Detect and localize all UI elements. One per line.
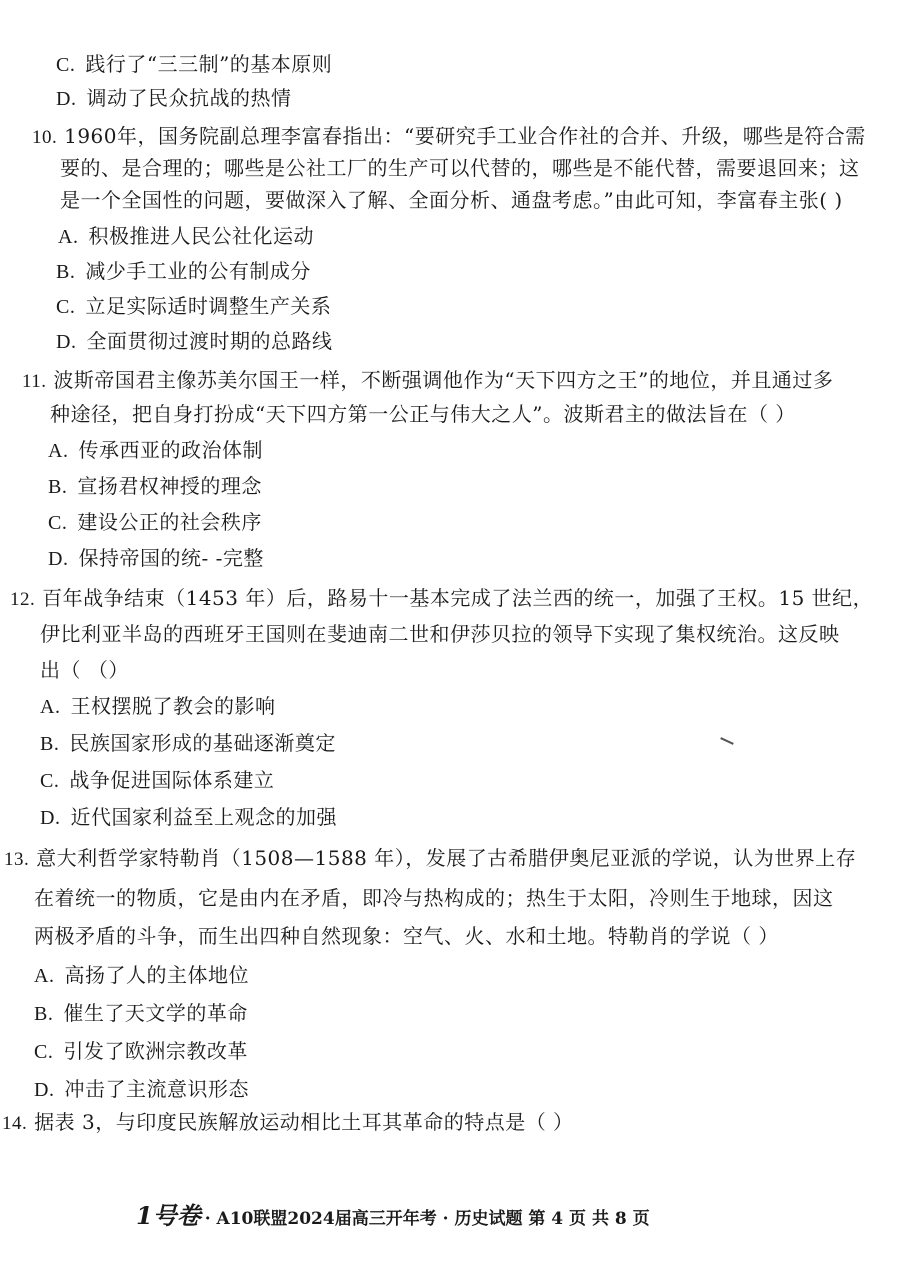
q10-stem-line-3: 是一个全国性的问题，要做深入了解、全面分析、通盘考虑。”由此可知，李富春主张( ) xyxy=(60,188,843,212)
q12-option-b: B. 民族国家形成的基础逐渐奠定 xyxy=(40,731,336,755)
q13-option-a: A. 高扬了人的主体地位 xyxy=(34,963,249,987)
q12-stem-line-2: 伊比利亚半岛的西班牙王国则在斐迪南二世和伊莎贝拉的领导下实现了集权统治。这反映 xyxy=(40,622,840,646)
q11-option-c: C. 建设公正的社会秩序 xyxy=(48,510,262,534)
q9-option-d: D. 调动了民众抗战的热情 xyxy=(56,86,292,110)
q10-option-c: C. 立足实际适时调整生产关系 xyxy=(56,294,332,318)
q12-number: 12. xyxy=(10,589,36,610)
q12-stem-line-3: 出（ （） xyxy=(40,658,129,682)
q12-option-d: D. 近代国家利益至上观念的加强 xyxy=(40,805,337,829)
q12-option-c: C. 战争促进国际体系建立 xyxy=(40,768,275,792)
q11-option-a: A. 传承西亚的政治体制 xyxy=(48,438,263,462)
q13-option-b: B. 催生了天文学的革命 xyxy=(34,1001,248,1025)
q13-option-d: D. 冲击了主流意识形态 xyxy=(34,1077,249,1101)
q13-stem-line-3: 两极矛盾的斗争，而生出四种自然现象：空气、火、水和土地。特勒肖的学说（ ） xyxy=(34,924,779,948)
scan-speck xyxy=(720,737,734,745)
q11-option-d: D. 保持帝国的统- -完整 xyxy=(48,546,264,570)
q11-stem-line-2: 种途径，把自身打扮成“天下四方第一公正与伟大之人”。波斯君主的做法旨在（ ） xyxy=(50,402,796,426)
q10-stem-line-2: 要的、是合理的；哪些是公社工厂的生产可以代替的，哪些是不能代替，需要退回来；这 xyxy=(60,156,860,180)
q10-option-b: B. 减少手工业的公有制成分 xyxy=(56,259,311,283)
q11-number: 11. xyxy=(22,371,47,392)
q12-option-a: A. 王权摆脱了教会的影响 xyxy=(40,694,276,718)
q12-stem-line-1: 12. 百年战争结束（1453 年）后，路易十一基本完成了法兰西的统一，加强了王权。15 世纪， xyxy=(10,586,874,610)
q10-option-a: A. 积极推进人民公社化运动 xyxy=(58,224,314,248)
exam-brand-logo: 1号卷 xyxy=(136,1201,201,1230)
page-footer xyxy=(136,1203,650,1232)
q10-number: 10. xyxy=(32,127,58,148)
q14-stem-line-1: 14. 据表 3，与印度民族解放运动相比土耳其革命的特点是（ ） xyxy=(2,1110,574,1134)
q11-option-b: B. 宣扬君权神授的理念 xyxy=(48,474,262,498)
footer-text: · A10联盟2024届高三开年考 · 历史试题 第 4 页 共 8 页 xyxy=(204,1209,650,1229)
q9-option-c: C. 践行了“三三制”的基本原则 xyxy=(56,52,333,76)
q14-number: 14. xyxy=(2,1113,28,1134)
q11-stem-line-1: 11. 波斯帝国君主像苏美尔国王一样，不断强调他作为“天下四方之王”的地位，并且通过多 xyxy=(22,368,834,392)
q13-number: 13. xyxy=(4,849,30,870)
q10-option-d: D. 全面贯彻过渡时期的总路线 xyxy=(56,329,333,353)
q13-option-c: C. 引发了欧洲宗教改革 xyxy=(34,1039,248,1063)
q10-stem-line-1: 10. 1960年，国务院副总理李富春指出：“要研究手工业合作社的合并、升级，哪些是符合需 xyxy=(32,124,866,148)
q13-stem-line-1: 13. 意大利哲学家特勒肖（1508—1588 年），发展了古希腊伊奥尼亚派的学说，认为世界上存 xyxy=(4,846,857,870)
q13-stem-line-2: 在着统一的物质，它是由内在矛盾，即冷与热构成的；热生于太阳，冷则生于地球，因这 xyxy=(34,886,834,910)
